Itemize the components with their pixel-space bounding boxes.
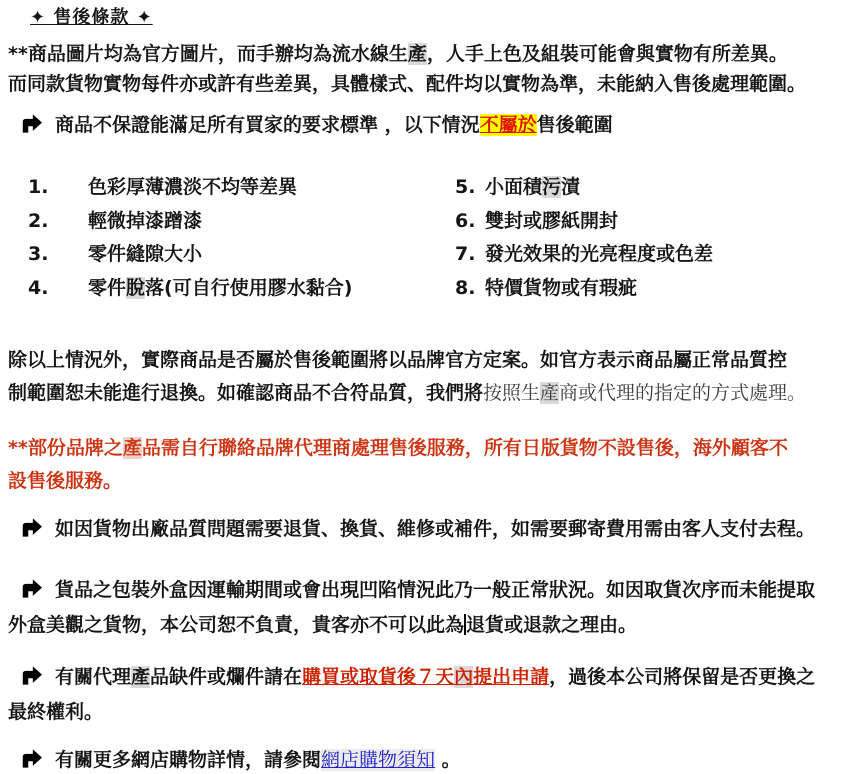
fallback-glyph: 產: [540, 382, 560, 404]
item-text: 特價貨物或有瑕疵: [485, 276, 638, 299]
item-number: 2.: [28, 209, 49, 232]
policy-paragraph: [8, 344, 856, 410]
intro-text: ，人手上色及組裝可能會與實物有所差異。: [426, 43, 788, 65]
intro-text: **商品圖片均為官方圖片，而手辦均為流水線生: [8, 43, 408, 65]
claim-deadline-emphasis: 提出申請: [473, 666, 550, 688]
item-text: 落(可自行使用膠水黏合): [145, 276, 353, 299]
notice-text: 售後範圍: [536, 114, 613, 136]
item-text: 零件: [88, 276, 127, 299]
warning-line-1: [8, 432, 856, 465]
policy-text: 制範圍恕未能進行退換。如確認商品不合符品質，我們將: [8, 382, 484, 404]
list-item: [455, 272, 637, 306]
box-note-text: 退貨或退款之理由。: [466, 614, 638, 636]
fallback-glyph: 脫: [126, 276, 146, 299]
list-item: [455, 171, 580, 205]
item-text: 色彩厚薄濃淡不均等差異: [88, 176, 298, 198]
box-condition-note: [8, 574, 856, 642]
intro-line-2: 而同款貨物實物每件亦或許有些差異，具體樣式、配件均以實物為準，未能納入售後處理範圍。: [8, 73, 807, 95]
fallback-glyph: 內: [454, 666, 474, 688]
item-text: 小面積: [485, 176, 543, 198]
item-number: 1.: [28, 176, 49, 198]
fallback-glyph: 污: [542, 176, 562, 198]
list-item: [28, 205, 455, 239]
warning-text: 品需自行聯絡品牌代理商處理售後服務，所有日版貨物不設售後，海外顧客不: [141, 437, 788, 459]
exclusion-notice: [20, 113, 856, 139]
item-text: 發光效果的光亮程度或色差: [485, 243, 714, 265]
policy-text-light: 按照生: [483, 382, 541, 404]
claim-line-1: [20, 661, 856, 696]
fallback-glyph: 產: [407, 43, 427, 65]
claim-text: 品缺件或爛件請在: [150, 666, 303, 688]
list-row: [8, 171, 856, 205]
shipping-text: 如因貨物出廠品質問題需要退貨、換貨、維修或補件，如需要郵寄費用需由客人支付去程。: [55, 518, 816, 540]
highlighted-not-covered: 不屬於: [479, 114, 537, 136]
list-row: [8, 272, 856, 306]
list-item: [28, 272, 455, 306]
arrow-bullet-icon: [20, 114, 42, 139]
claim-text: ，過後本公司將保留是否更換之: [549, 666, 816, 688]
claim-line-2: 最終權利。: [8, 701, 104, 723]
list-item: [28, 238, 455, 272]
arrow-bullet-icon: [20, 576, 42, 609]
list-row: [8, 238, 856, 272]
item-number: 6.: [455, 209, 476, 232]
arrow-bullet-icon: [20, 663, 42, 696]
box-note-line-2: [8, 609, 856, 642]
claim-text: 有關代理: [55, 666, 132, 688]
box-note-text: 貨品之包裝外盒因運輸期間或會出現凹陷情況此乃一般正常狀況。如因取貨次序而未能提取: [55, 579, 816, 601]
box-note-line-1: [20, 574, 856, 609]
list-item: [455, 238, 713, 272]
item-number: 5.: [455, 176, 476, 198]
item-text: 漬: [561, 176, 581, 198]
item-text: 零件縫隙大小: [88, 243, 203, 265]
warning-text: **部份品牌之: [8, 437, 123, 459]
item-number: 4.: [28, 276, 49, 299]
brand-agent-warning: [8, 432, 856, 498]
item-text: 輕微掉漆蹭漆: [88, 209, 203, 232]
warning-line-2: 設售後服務。: [8, 470, 123, 492]
policy-line-2: [8, 377, 856, 410]
list-item: [28, 171, 455, 205]
box-note-text: 外盒美觀之貨物，本公司恕不負責，貴客亦不可以此為: [8, 614, 465, 636]
notice-text: 商品不保證能滿足所有買家的要求標準 ，以下情況: [55, 114, 480, 136]
fallback-glyph: 產: [131, 666, 151, 688]
item-number: 8.: [455, 276, 476, 299]
list-row: [8, 205, 856, 239]
item-number: 7.: [455, 243, 476, 265]
fallback-glyph: 產: [122, 437, 142, 459]
list-item: [455, 205, 618, 239]
policy-line-1: 除以上情況外，實際商品是否屬於售後範圍將以品牌官方定案。如官方表示商品屬正常品質控: [8, 349, 788, 371]
missing-parts-claim-note: [8, 661, 856, 729]
intro-paragraph: [8, 39, 856, 99]
page-title: ✦ 售後條款 ✦: [30, 7, 153, 28]
exclusion-list: [8, 171, 856, 305]
arrow-bullet-icon: [20, 518, 42, 543]
item-number: 3.: [28, 243, 49, 265]
arrow-bullet-icon: [20, 749, 42, 774]
store-policy-link[interactable]: 網店購物須知: [321, 749, 436, 771]
more-info-text: 。: [435, 749, 461, 771]
more-info-text: 有關更多網店購物詳情，請參閱: [55, 749, 322, 771]
intro-line-1: [8, 39, 856, 69]
item-text: 雙封或膠紙開封: [485, 209, 619, 232]
policy-text-light: 商或代理的指定的方式處理。: [559, 382, 807, 404]
shipping-cost-note: [20, 517, 856, 543]
claim-deadline-emphasis: 購買或取貨後７天: [302, 666, 455, 688]
more-info-note: [20, 748, 856, 774]
